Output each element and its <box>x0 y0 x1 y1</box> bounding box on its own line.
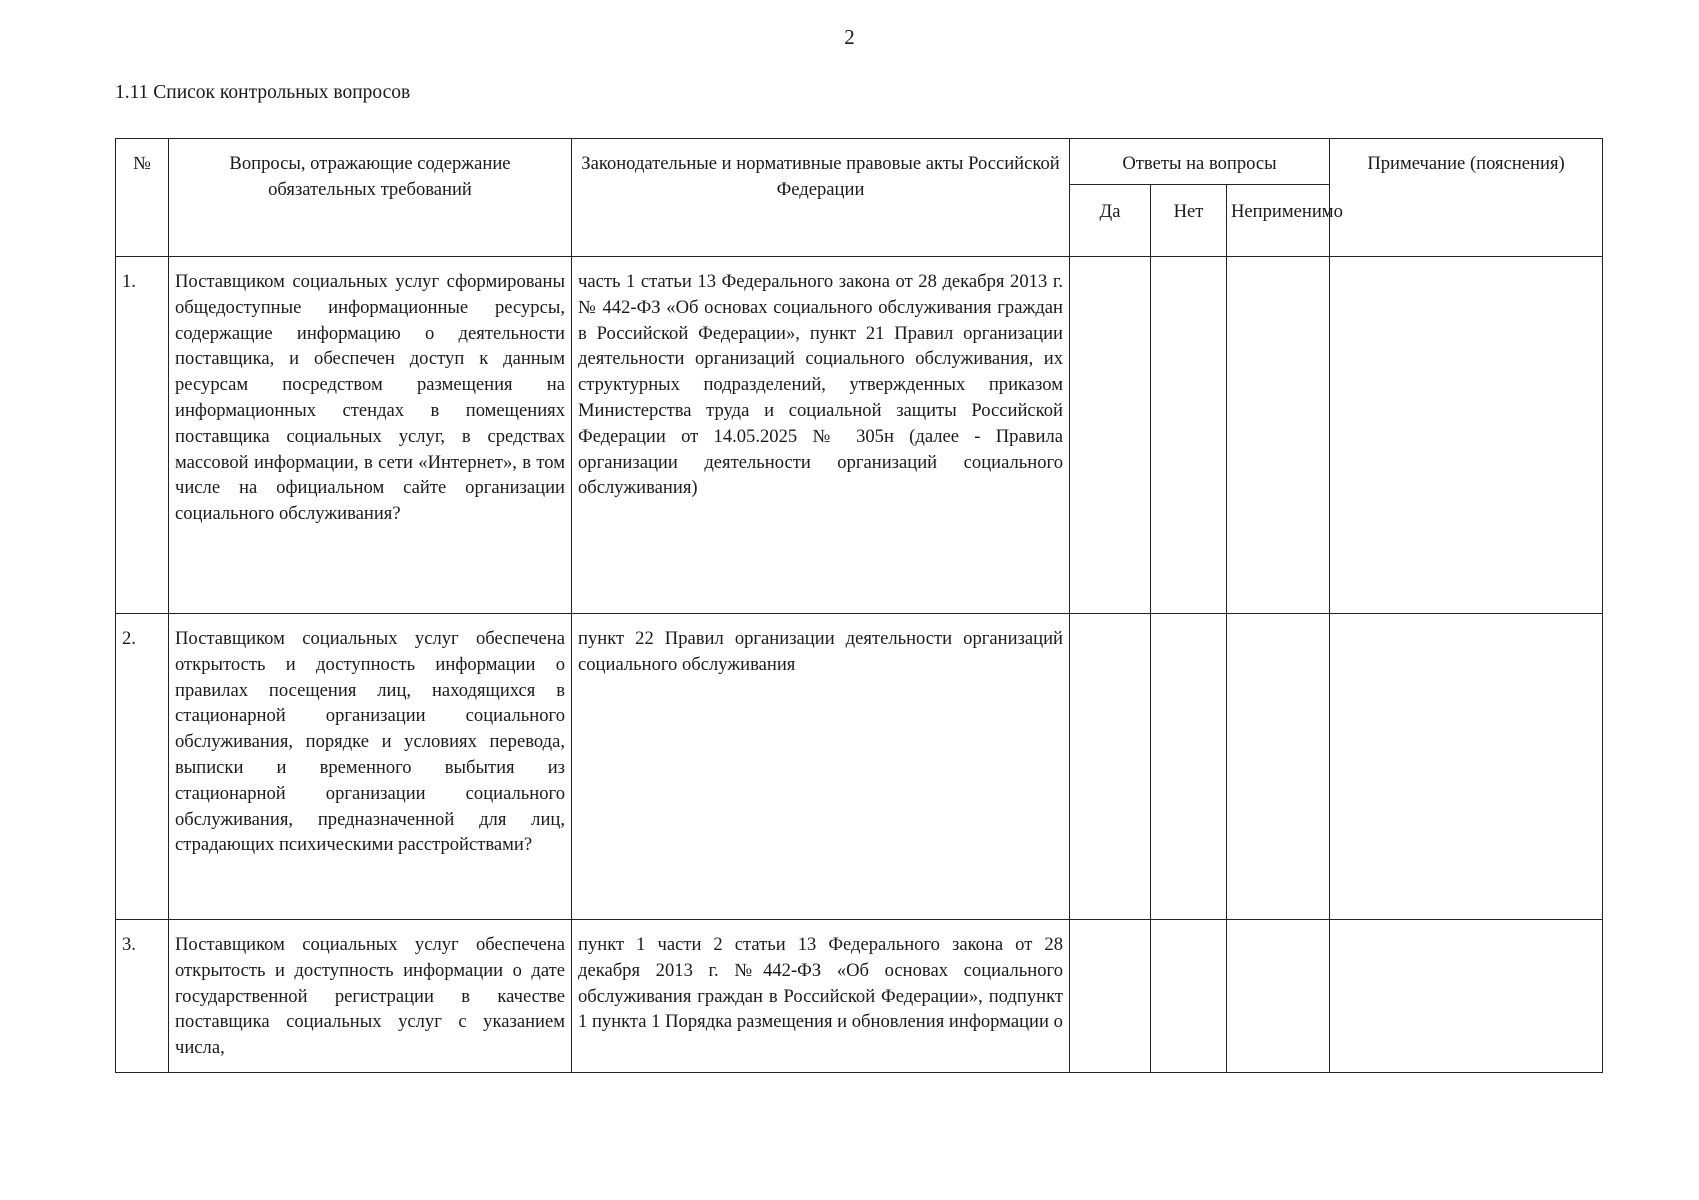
row-question: Поставщиком социальных услуг обеспечена открытость и доступность информации о правилах посещения лиц, находящихся в стационарной организации социального обслуживания, порядке и условиях перевода, выписки и временного выбытия из стационарной организации социального обслуживания, предназначенной для лиц, страдающих психическими расстройствами? <box>169 614 572 920</box>
checklist-table <box>115 138 1603 1073</box>
note-cell[interactable] <box>1330 257 1603 614</box>
answer-no-cell[interactable] <box>1151 257 1227 614</box>
answer-yes-cell[interactable] <box>1070 920 1151 1073</box>
header-question: Вопросы, отражающие содержание обязательных требований <box>169 139 572 257</box>
row-number: 3. <box>116 920 169 1073</box>
answer-na-cell[interactable] <box>1227 257 1330 614</box>
table-row <box>116 920 1603 1073</box>
answer-no-cell[interactable] <box>1151 920 1227 1073</box>
header-yes: Да <box>1070 185 1151 257</box>
row-legal-acts: пункт 22 Правил организации деятельности организаций социального обслуживания <box>572 614 1070 920</box>
header-no: Нет <box>1151 185 1227 257</box>
header-na: Неприменимо <box>1227 185 1330 257</box>
header-answers: Ответы на вопросы <box>1070 139 1330 185</box>
note-cell[interactable] <box>1330 920 1603 1073</box>
answer-no-cell[interactable] <box>1151 614 1227 920</box>
table-row <box>116 257 1603 614</box>
row-legal-acts: часть 1 статьи 13 Федерального закона от 28 декабря 2013 г. № 442-ФЗ «Об основах социального обслуживания граждан в Российской Федерации», пункт 21 Правил организации деятельности организаций социального обслуживания, их структурных подразделений, утвержденных приказом Министерства труда и социальной защиты Российской Федерации от 14.05.2025 № 305н (далее - Правила организации деятельности организаций социального обслуживания) <box>572 257 1070 614</box>
header-num: № <box>116 139 169 257</box>
section-title: 1.11 Список контрольных вопросов <box>115 82 411 103</box>
row-legal-acts: пункт 1 части 2 статьи 13 Федерального закона от 28 декабря 2013 г. №442-ФЗ «Об основах социального обслуживания граждан в Российской Федерации», подпункт 1 пункта 1 Порядка размещения и обновления информации о <box>578 934 1063 1033</box>
answer-yes-cell[interactable] <box>1070 614 1151 920</box>
answer-na-cell[interactable] <box>1227 920 1330 1073</box>
answer-na-cell[interactable] <box>1227 614 1330 920</box>
table-header-row <box>116 139 1603 185</box>
page-number: 2 <box>844 25 855 49</box>
row-question: Поставщиком социальных услуг обеспечена открытость и доступность информации о дате государственной регистрации в качестве поставщика социальных услуг с указанием числа, <box>175 934 565 1059</box>
header-legal: Законодательные и нормативные правовые акты Российской Федерации <box>572 139 1070 257</box>
note-cell[interactable] <box>1330 614 1603 920</box>
row-number: 2. <box>116 614 169 920</box>
row-number: 1. <box>116 257 169 614</box>
row-question: Поставщиком социальных услуг сформированы общедоступные информационные ресурсы, содержащие информацию о деятельности поставщика, и обеспечен доступ к данным ресурсам посредством размещения на информационных стендах в помещениях поставщика социальных услуг, в средствах массовой информации, в сети «Интернет», в том числе на официальном сайте организации социального обслуживания? <box>169 257 572 614</box>
table-row <box>116 614 1603 920</box>
header-note: Примечание (пояснения) <box>1330 139 1603 257</box>
answer-yes-cell[interactable] <box>1070 257 1151 614</box>
